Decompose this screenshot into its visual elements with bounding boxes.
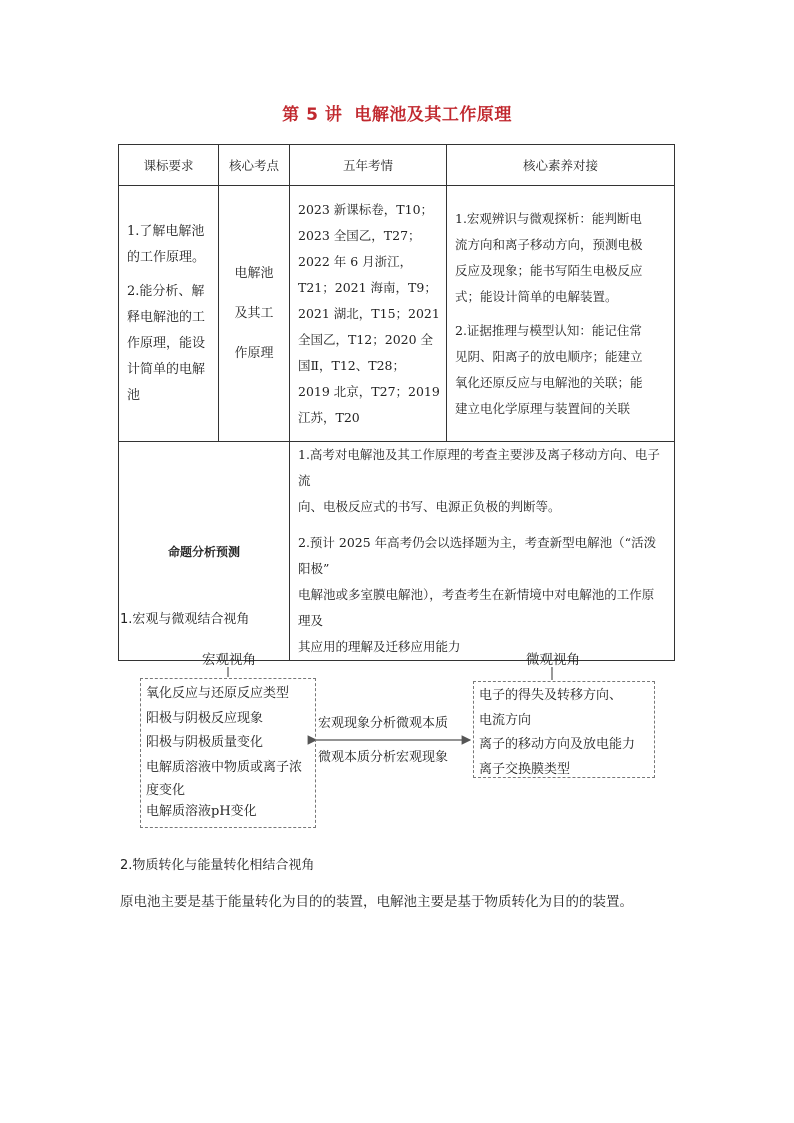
exam-line: 国Ⅱ，T12、T28；	[298, 357, 405, 373]
literacy-line: 见阴、阳离子的放电顺序；能建立	[455, 348, 643, 364]
section-heading: 1.宏观与微观结合视角	[120, 612, 250, 627]
arrow-label-bottom: 微观本质分析宏观现象	[318, 750, 449, 765]
exam-line: 2019 北京，T27；2019	[298, 383, 440, 399]
literacy-line: 式；能设计简单的电解装置。	[455, 288, 618, 304]
exam-line: 2021 湖北，T15；2021	[298, 305, 440, 321]
macro-label: 宏观视角	[202, 652, 256, 668]
forecast-line: 1.高考对电解池及其工作原理的考查主要涉及离子移动方向、电子流	[298, 447, 660, 488]
literacy-line: 氧化还原反应与电解池的关联；能	[455, 374, 643, 390]
header-requirements: 课标要求	[119, 145, 219, 186]
macro-item: 阳极与阴极质量变化	[146, 735, 264, 750]
requirement-line: 计简单的电解	[127, 361, 206, 377]
forecast-line: 2.预计 2025 年高考仍会以选择题为主，考查新型电解池（“活泼阳极”	[298, 535, 657, 576]
requirement-line: 2.能分析、解	[127, 283, 205, 299]
literacy-line: 流方向和离子移动方向，预测电极	[455, 236, 643, 252]
core-point-line: 作原理	[234, 345, 274, 361]
requirement-line: 池	[127, 387, 141, 403]
header-exam-history: 五年考情	[290, 145, 447, 186]
requirement-line: 的工作原理。	[127, 249, 206, 265]
core-point-line: 及其工	[234, 305, 274, 321]
macro-item: 阳极与阴极反应现象	[146, 710, 264, 726]
requirement-line: 1.了解电解池	[127, 223, 205, 239]
requirement-line: 释电解池的工	[127, 309, 206, 325]
literacy-line: 2.证据推理与模型认知：能记住常	[455, 322, 642, 338]
micro-item: 离子交换膜类型	[479, 761, 571, 777]
micro-item: 离子的移动方向及放电能力	[479, 737, 636, 752]
macro-item: 度变化	[146, 783, 186, 798]
macro-item: 氧化反应与还原反应类型	[146, 686, 290, 701]
micro-label: 微观视角	[526, 652, 580, 668]
exam-line: 2023 新课标卷，T10；	[298, 201, 434, 217]
exam-line: 2023 全国乙，T27；	[298, 227, 421, 243]
header-core-points: 核心考点	[219, 145, 290, 186]
forecast-label: 命题分析预测	[119, 442, 290, 661]
section-heading: 2.物质转化与能量转化相结合视角	[120, 858, 315, 873]
forecast-line: 电解池或多室膜电解池），考查考生在新情境中对电解池的工作原理及	[298, 587, 655, 628]
header-literacy: 核心素养对接	[447, 145, 675, 186]
core-point-line: 电解池	[234, 265, 274, 281]
lecture-title: 电解池及其工作原理	[354, 105, 512, 125]
exam-line: 全国乙，T12；2020 全	[298, 331, 434, 347]
micro-box	[473, 681, 655, 778]
requirement-line: 作原理，能设	[127, 335, 206, 351]
exam-line: 2022 年 6 月浙江，	[298, 253, 413, 269]
lecture-number: 第 5 讲	[282, 105, 343, 125]
forecast-line: 其应用的理解及迁移应用能力	[298, 639, 461, 654]
literacy-line: 反应及现象；能书写陌生电极反应	[455, 262, 643, 278]
body-paragraph: 原电池主要是基于能量转化为目的的装置，电解池主要是基于物质转化为目的的装置。	[120, 894, 633, 910]
macro-item: 电解质溶液中物质或离子浓	[146, 759, 303, 775]
micro-item: 电子的得失及转移方向、	[479, 688, 623, 703]
literacy-line: 1.宏观辨识与微观探析：能判断电	[455, 210, 642, 226]
exam-line: 江苏，T20	[298, 409, 360, 425]
literacy-line: 建立电化学原理与装置间的关联	[455, 400, 631, 416]
forecast-line: 向、电极反应式的书写、电源正负极的判断等。	[298, 499, 561, 514]
micro-item: 电流方向	[479, 712, 532, 728]
macro-item: 电解质溶液pH变化	[146, 804, 257, 819]
macro-box	[140, 678, 316, 828]
arrow-label-top: 宏观现象分析微观本质	[318, 716, 449, 731]
exam-line: T21；2021 海南，T9；	[298, 279, 437, 295]
